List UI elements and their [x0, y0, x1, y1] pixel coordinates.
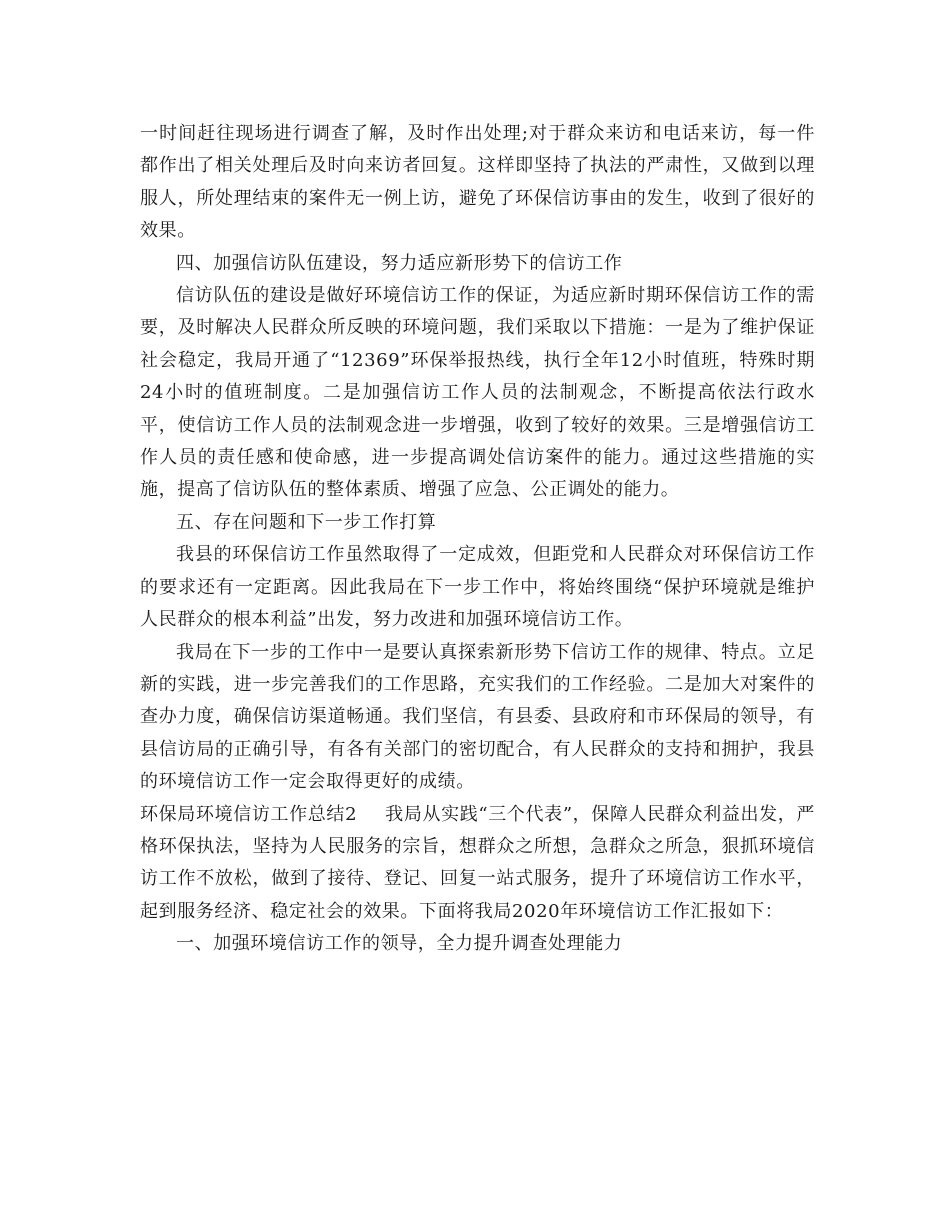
section2-text: 我局从实践“三个代表”，保障人民群众利益出发，严格环保执法，坚持为人民服务的宗旨，想群众之所想，急群众之所急，狠抓环境信访工作不放松，做到了接待、登记、回复一站式服务，提升了环境信访工作水平，起到服务经济、稳定社会的效果。下面将我局2020年环境信访工作汇报如下： — [140, 803, 815, 922]
paragraph-section2 — [140, 799, 815, 929]
section2-title: 环保局环境信访工作总结2 — [140, 803, 358, 825]
document-body — [140, 118, 815, 961]
section-heading-four: 四、加强信访队伍建设，努力适应新形势下的信访工作 — [176, 252, 623, 274]
section-heading-one: 一、加强环境信访工作的领导，全力提升调查处理能力 — [176, 933, 623, 955]
paragraph-team-building: 信访队伍的建设是做好环境信访工作的保证，为适应新时期环保信访工作的需要，及时解决人民群众所反映的环境问题，我们采取以下措施：一是为了维护保证社会稳定，我局开通了“12369”环保举报热线，执行全年12小时值班，特殊时期24小时的值班制度。二是加强信访工作人员的法制观念，不断提高依法行政水平，使信访工作人员的法制观念进一步增强，收到了较好的效果。三是增强信访工作人员的责任感和使命感，进一步提高调处信访案件的能力。通过这些措施的实施，提高了信访队伍的整体素质、增强了应急、公正调处的能力。 — [140, 285, 815, 501]
paragraph-next-steps: 我局在下一步的工作中一是要认真探索新形势下信访工作的规律、特点。立足新的实践，进一步完善我们的工作思路，充实我们的工作经验。二是加大对案件的查办力度，确保信访渠道畅通。我们坚信，有县委、县政府和市环保局的领导，有县信访局的正确引导，有各有关部门的密切配合，有人民群众的支持和拥护，我县的环境信访工作一定会取得更好的成绩。 — [140, 641, 815, 793]
section-heading-five: 五、存在问题和下一步工作打算 — [176, 511, 437, 533]
paragraph-continued: 一时间赶往现场进行调查了解，及时作出处理;对于群众来访和电话来访，每一件都作出了相关处理后及时向来访者回复。这样即坚持了执法的严肃性，又做到以理服人，所处理结束的案件无一例上访，避免了环保信访事由的发生，收到了很好的效果。 — [140, 123, 815, 242]
paragraph-problems: 我县的环保信访工作虽然取得了一定成效，但距党和人民群众对环保信访工作的要求还有一定距离。因此我局在下一步工作中，将始终围绕“保护环境就是维护人民群众的根本利益”出发，努力改进和加强环境信访工作。 — [140, 544, 815, 631]
